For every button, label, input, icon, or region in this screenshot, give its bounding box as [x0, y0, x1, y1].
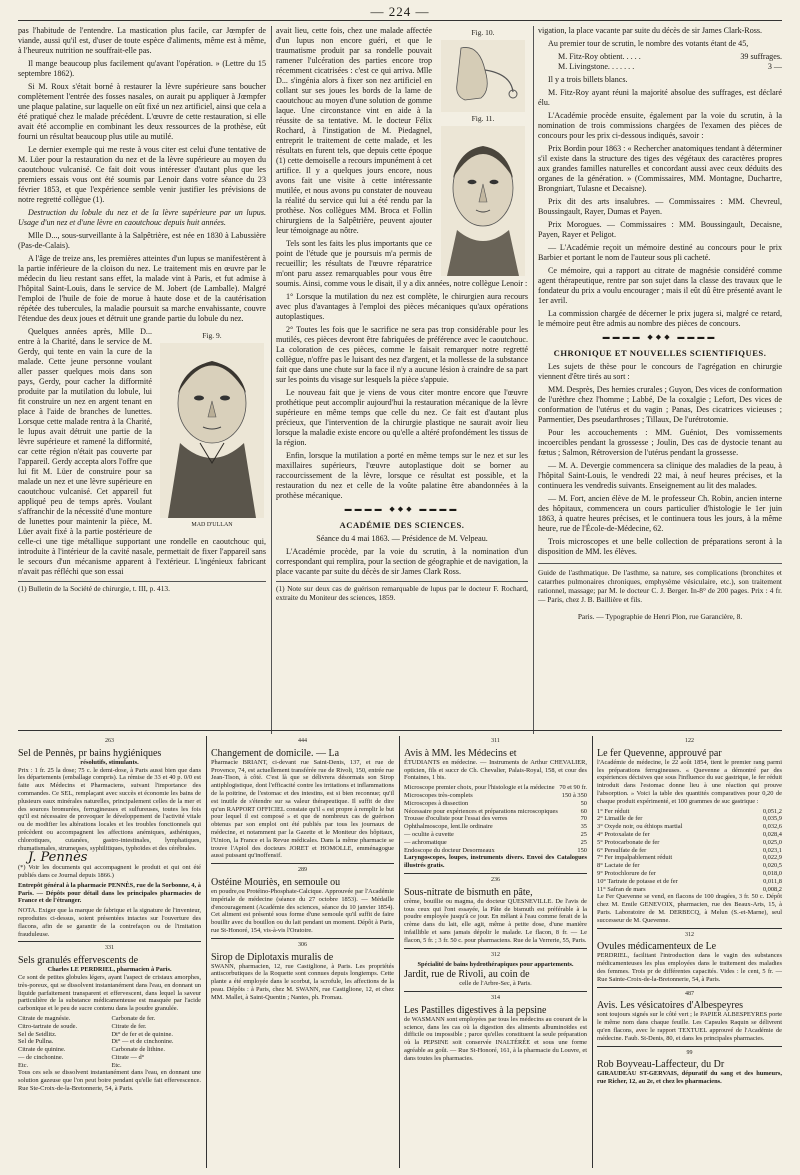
table-cell: 0,028,4: [762, 830, 782, 838]
ad-column-2: [211, 736, 394, 1170]
ad-column-4: [597, 736, 782, 1170]
paragraph: Il mange beaucoup plus facilement qu'avant l'opération. » (Lettre du 15 septembre 1862).: [18, 59, 266, 78]
table-cell: 5° Protocarbonate de fer: [597, 838, 660, 846]
figure-9: [158, 329, 266, 532]
table-cell: Endoscope du docteur Desormeaux: [404, 846, 495, 854]
table-cell: Nécessaire pour expériences et préparations microscopiques: [404, 807, 558, 815]
ads-top-rule: [18, 730, 782, 731]
ornament-divider: ▬▬▬▬ ◆◆◆ ▬▬▬▬: [344, 505, 460, 513]
table-cell: 0,051,2: [762, 807, 782, 815]
list-item: Citrate — d°: [111, 1053, 145, 1061]
book-notice: Guide de l'asthmatique. De l'asthme, sa nature, ses complications (bronchites et catarrhes pulmonaires chroniques, emphysème vésiculaire, etc.), son traitement rationnel, massage; par M. le docteur C. J. Berger. In-8° de 200 pages. Prix : 4 fr. — Paris, chez J. B. Baillière et fils.: [538, 563, 782, 604]
seance-line: Séance du 4 mai 1863. — Présidence de M. Velpeau.: [316, 534, 488, 543]
figure-10-11: [438, 26, 528, 276]
table-cell: 0,025,0: [762, 838, 782, 846]
ad-title: Sels granulés effervescents de: [18, 955, 139, 967]
table-cell: 0,008,2: [762, 885, 782, 893]
ad-separator: [211, 938, 394, 939]
table-cell: 0,035,9: [762, 815, 782, 823]
ad-subtitle: résolutifs, stimulants.: [80, 758, 139, 766]
ad-number: 331: [105, 945, 114, 952]
artificial-nose-illustration: [441, 40, 525, 112]
ad-body: crème, bouillie ou magma, du docteur QUESNEVILLE. De l'avis de tous ceux qui l'ont essayée, la Pâte de bismuth est préférable à la poudre employée jusqu'à ce jour. En mêlant à l'eau comme ferait de la crème dans du lait, elle agit, même à petite dose, d'une manière infaillible et sans jamais dépolir le malade. Le flacon, 8 fr. — Le flacon, 5 fr. ; 3 fr. 50 c. pour pharmaciens. Rue de la Verrerie, 55, Paris.: [404, 897, 587, 944]
paragraph: Les sujets de thèse pour le concours de l'agrégation en chirurgie viennent d'être tirés au sort :: [538, 362, 782, 381]
list-item: Sel de Seidlitz.: [18, 1030, 57, 1038]
ad-body: PERDRIEL, facilitant l'introduction dans le vagin des substances médicamenteuses les plus employées dans le traitement des maladies des femmes. Trois pr de différentes capacités. Vides : le cent, 5 fr. — Rue Sainte-Croix-de-la-Bretonnerie, 54, à Paris.: [597, 952, 782, 983]
advertisements-section: [18, 732, 782, 1172]
column-3: [538, 26, 782, 716]
table-cell: Trousse d'oculiste pour l'essai des verres: [404, 815, 508, 823]
ad-number: 314: [491, 994, 500, 1001]
column-divider: [271, 26, 272, 734]
paragraph: M. Fitz-Roy ayant réuni la majorité absolue des suffrages, est déclaré élu.: [538, 88, 782, 107]
paragraph: Enfin, lorsque la mutilation a porté en même temps sur le nez et sur les maxillaires supérieurs, l'œuvre autoplastique doit se borner au raccourcissement de la lèvre, lorsque ce résultat est possible, et la restauration du nez et celle de la voûte palatine être abandonnées à la prothèse mécanique.: [276, 451, 528, 500]
ad-subtitle: Charles LE PERDRIEL, pharmacien à Paris.: [47, 966, 172, 974]
portrait-woman-illustration: [160, 343, 264, 518]
column-divider: [533, 26, 534, 734]
list-item: Dt° — et de cinchonine.: [111, 1038, 174, 1046]
paragraph: A l'âge de treize ans, les premières atteintes d'un lupus se manifestèrent à la partie inférieure de la cloison du nez. Le traitement mis en œuvre par le médecin du lieu restant sans effet, la malade vint à Paris, et fut admise à l'hôpital Saint-Louis, dans le service de M. Jobert (de Lamballe). Malgré l'emploi de l'huile de foie de morue à haute dose et de la cautérisation répétée des tubercules, la maladie poursuit sa marche envahissante, couvre l'étendue des deux joues et détruit une grande partie du lobule du nez.: [18, 254, 266, 323]
table-cell: 0,018,0: [762, 869, 782, 877]
vote-row: [538, 62, 782, 72]
table-cell: 6° Persulfate de fer: [597, 846, 647, 854]
table-row: [404, 823, 587, 831]
iron-table: [597, 808, 782, 894]
ad-heading: Spécialité de bains hydrothérapiques pour appartements.: [417, 961, 574, 969]
table-cell: 0,032,6: [762, 823, 782, 831]
ad-subtitle: ÉTUDIANTS en médecine. — Instruments de Arthur CHEVALIER, opticien, fils et succr de Ch. Chevalier, Palais-Royal, 158, et cour des Fontaines, 1 bis.: [404, 758, 587, 782]
ad-number: 263: [105, 738, 114, 744]
table-row: [404, 800, 587, 808]
ad-body: Pharmacie BRIANT, ci-devant rue Saint-Denis, 137, et rue de Provence, 74, est actuellement transférée rue de Rivoli, 150, entrée rue Jean-Tison, à côté. C'est là que se délivrera désormais son Sirop antiphlogistique, dont l'efficacité contre les irritations et inflammations de la poitrine, de l'estomac et des intestins, est si bien reconnue; qu'il est inutile de s'étendre sur sa valeur thérapeutique. Il suffit de dire qu'un RAPPORT OFFICIEL constate qu'il « est propre à remplir le but pour lequel il est composé » et que de nombreux cas de guérison obtenus par son emploi ont été publiés par tous les journaux de médecine, et notamment par la Gazette et le Moniteur des hôpitaux, l'Union, la France et la Revue médicales. Dans la même pharmacie se trouve l'Apiol des docteurs JORET et HOMOLLE, emménagogue aussi puissant qu'inoffensif.: [211, 758, 394, 860]
table-row: [597, 862, 782, 870]
paragraph: avait lieu, cette fois, chez une malade affectée d'un lupus non encore guéri, et que le traumatisme produit par sa rondelle pouvait ramener l'ulcération des parties encore trop récemment cicatrisées : c'est ce qui arriva. Mlle D... s'ingénia alors à fixer son nez artificiel en collant sur ses joues les bords de la lame de caoutchouc au moyen d'une solution de gomme laque. Une circonstance vint en aide à la réussite de sa tentative. M. le docteur Félix Rochard, à l'instigation de M. Piedagnel, entreprit le traitement de cette malade, et les résultats en furent tels, que depuis cette époque (1) cette demoiselle a recours impunément à cet artifice. Il y a quelques jours encore, nous avons fait une visite à cette intéressante mutilée, et nous avons pu constater de nouveau la réalité du service qui lui a été rendu par la prothèse. Nos collègues MM. Broca et Follin chirurgiens de la Salpêtrière, peuvent ajouter leur témoignage au nôtre.: [276, 26, 432, 235]
ad-title: Sous-nitrate de bismuth en pâte,: [404, 886, 533, 898]
paragraph: Pour les accouchements : MM. Guéniot, Des vomissements incoercibles pendant la grossesse ; Joulin, Des cas de dystocie tenant au fœtus ; Salmon, Rétroversion de l'utérus pendant la grossesse.: [538, 428, 782, 457]
figure-11-label: Fig. 11.: [471, 114, 495, 123]
list-item: Citrate de quinine.: [18, 1046, 66, 1054]
list-item: Carbonate de fer.: [111, 1014, 156, 1022]
ad-number: 312: [685, 931, 694, 938]
case-subheading: Destruction du lobule du nez et de la lèvre supérieure par un lupus. Usage d'un nez et d'une lèvre en caoutchouc depuis huit années.: [18, 208, 266, 227]
paragraph: 2° Toutes les fois que le sacrifice ne sera pas trop considérable pour les mutilés, ces pièces devront être fabriquées de préférence avec le caoutchouc. La coloration de ces pièces, comme le faisait remarquer notre regretté collègue, n'offre pas le luisant des nez d'argent, et la mollesse de la substance fait que dans une chute sur la face il n'y a aucune lésion à craindre de sa part sur les points du visage sur lesquels la pièce s'appuie.: [276, 325, 528, 384]
ad-body: Ce sont de petites globules légers, ayant l'aspect de cristaux amorphes, très-poreux, qui se dissolvent instantanément dans l'eau, en donnant un liquide parfaitement transparent et effervescent, dans lequel la saveur particulière de la substance médicamenteuse est masquée par l'acide carbonique et le peu de sucre contenu dans la poudre granulée.: [18, 973, 201, 1013]
table-cell: 1° Fer réduit: [597, 807, 630, 815]
ad-body: celle de l'Arbre-Sec, à Paris.: [459, 980, 532, 988]
paragraph: Si M. Roux s'était borné à restaurer la lèvre supérieure sans boucher complètement l'entrée des fosses nasales, on aurait pu appliquer à Jœmpfer une plaque palatine, sur laquelle on eût fixé un nez artificiel, ainsi que cela a été pratiqué chez le malade précédent. L'œuvre de cette restauration, si elle avait été accomplie en combinant les deux ressources de la prothèse, eût fourni un résultat beaucoup plus utile au mutilé.: [18, 82, 266, 141]
ad-title: Sirop de Diplotaxis muralis de: [211, 951, 334, 963]
table-row: [404, 808, 587, 816]
ad-title: Avis à MM. les Médecins et: [404, 747, 517, 759]
paragraph: Tels sont les faits les plus importants que ce point de l'étude que je poursuis m'a permis de recueillir; les résultats de l'œuvre réparatrice m'ont paru assez remarquables pour vous être soumis. Ainsi, comme vous le disait, il y a dix années, notre collègue Lenoir :: [276, 239, 528, 288]
patient-face-illustration: [441, 126, 525, 276]
table-cell: 60: [580, 807, 587, 815]
product-list: [18, 1015, 201, 1070]
table-cell: Microscopes à dissection: [404, 799, 469, 807]
ad-separator: [211, 863, 394, 864]
figure-9-label: Fig. 9.: [202, 331, 222, 340]
table-cell: 11° Safran de mars: [597, 885, 646, 893]
table-cell: 7° Fer impalpablement réduit: [597, 854, 673, 862]
table-cell: 150: [577, 846, 587, 854]
ad-note: (*) Voir les documents qui accompagnent le produit et qui ont été publiés dans ce Journal depuis 1866.): [18, 864, 201, 879]
table-cell: 2° Limaille de fer: [597, 815, 643, 823]
ad-title: Rob Boyveau-Laffecteur, du Dr: [597, 1059, 725, 1071]
paragraph: Il y a trois billets blancs.: [548, 75, 628, 84]
ad-depot: Entrepôt général à la pharmacie PENNÈS, rue de la Sorbonne, 4, à Paris. — Dépôts pour détail dans les principales pharmacies de France et de l'étranger.: [18, 881, 201, 905]
ad-separator: [404, 873, 587, 874]
table-row: [597, 823, 782, 831]
column-2: [276, 26, 528, 736]
ad-separator: [404, 991, 587, 992]
table-cell: 50: [580, 799, 587, 807]
ad-body: Prix : 1 fr. 25 la dose; 75 c. le demi-dose, à Paris aussi bien que dans les départements (emballage compris). La rémise de 33 et 40 p. 0/0 est faite aux Médecins et Pharmaciens, suivant l'importance des commandes. Ce SEL, remplaçant avec succès et économie les bains de plusieurs eaux minérales naturelles, principalement celles de la mer et des sources bromurées, ferrugineuses et sulfureuses, toutes les fois qu'il est nécessaire de provoquer le développement de l'activité vitale ou de modifier les altérations locales et les troubles fonctionnels qui précèdent ou accompagnent les affections anémiques, asthéniques, chlorotiques, cutanées, gastro-intestinales, lymphatiques, rhumatismales, strumeuses, syphilitiques, typhoïdes et des cérébrales.: [18, 766, 201, 852]
table-cell: — achromatique: [404, 838, 447, 846]
table-row: [597, 808, 782, 816]
vote-count: 3 —: [767, 62, 782, 71]
paragraph: pas l'habitude de l'entendre. La mastication plus facile, car Jœmpfer de viande, aussi qu'il est, d'user de toute espèce d'aliments, même est à même, à l'heureux nutrition ne souffrait-elle pas.: [18, 26, 266, 55]
table-row: [404, 831, 587, 839]
paragraph: Le dernier exemple qui me reste à vous citer est celui d'une tentative de M. Lüer pour la restauration du nez et de la lèvre supérieure au moyen du caoutchouc vulcanisé. Ce fait doit vous intéresser d'autant plus que les premiers essais vous ont été soumis par Lenoir dans votre séance du 23 février 1853, et que l'expérience semble venir justifier les prévisions de notre regretté collègue (1).: [18, 145, 266, 204]
paragraph: 1° Lorsque la mutilation du nez est complète, le chirurgien aura recours avec plus d'avantages à l'emploi des pièces mécaniques qu'aux opérations autoplastiques.: [276, 292, 528, 321]
ad-title: Sel de Pennès, pr bains hygiéniques: [18, 747, 162, 759]
product-list-left: [18, 1015, 108, 1070]
table-row: [404, 839, 587, 847]
list-item: — de cinchonine.: [18, 1053, 64, 1061]
paragraph: Trois microscopes et une belle collection de préparations seront à la disposition de MM. les élèves.: [538, 537, 782, 556]
paragraph: Quelques années après, Mlle D... entre à la Charité, dans le service de M. Gerdy, qui tente en vain la cure de la malade. Cette jeune personne voulant aller passer quelques mois dans son pays, Gerdy, pour cacher la difformité produite par la mutilation du lobule, lui fit construire un nez en argent tenant en place à l'aide de branches de lunettes. Lorsque cette malade rentra à la Charité, le lupus avait détruit une partie de la lèvre supérieure et ramené la difformité, car cette région n'était pas couverte par l'appareil. Gerdy accepta alors l'offre que lui fit M. Lüer de construire pour sa malade un nez et une lèvre supérieure en caoutchouc vulcanisé. Cet appareil fut appliqué peu de temps après. Voulant s'affranchir de la nécessité d'une monture de lunettes pour maintenir la pièce, M. Lüer avait fixé à la partie postérieure de celle-ci une tige métallique supportant une rondelle en caoutchouc qui, introduite à l'intérieur de la cavité nasale, permettait de fixer l'appareil sans le secours d'un mécanisme apparent à l'extérieur. L'ingénieux fabricant n'avait pas réfléchi que son essai: [18, 327, 266, 576]
list-item: Citrate de fer.: [111, 1022, 147, 1030]
vote-row: [538, 52, 782, 62]
table-row: [597, 854, 782, 862]
table-row: [597, 839, 782, 847]
paragraph: Au premier tour de scrutin, le nombre des votants étant de 45,: [548, 39, 749, 48]
table-cell: 9° Protochlorure de fer: [597, 869, 656, 877]
paragraph: Prix Bordin pour 1863 : « Rechercher anatomiques tendant à déterminer s'il existe dans la structure des tiges des végétaux des caractères propres aux grandes familles naturelles et concordant aussi avec ceux déduits des organes de la génération. » (Commissaires, MM. Montagne, Duchartre, Brongniart, Tulasne et Decaisne).: [538, 144, 782, 193]
footnote: (1) Note sur deux cas de guérison remarquable de lupus par le docteur F. Rochard, extraite du Moniteur des sciences, 1859.: [276, 581, 528, 602]
table-row: [404, 784, 587, 792]
ad-number: 236: [491, 876, 500, 883]
ad-body: l'Académie de médecine, le 22 août 1854, tient le premier rang parmi les préparations ferrugineuses. « Quevenne a démontré par des expériences décisives que sous l'influence du suc gastrique, le fer réduit introduit dans l'estomac donne lieu à une réaction qui prouve l'absorption. » Voici la table des quantités comparatives pour 0,20 de chaque produit expérimenté, et 100 grammes de suc gastrique :: [597, 758, 782, 805]
table-cell: 0,020,5: [762, 862, 782, 870]
ad-title: Ovules médicamenteux de Le: [597, 941, 717, 953]
ad-number: 99: [686, 1049, 693, 1056]
top-rule: [18, 20, 782, 21]
ad-divider: [592, 736, 593, 1168]
paragraph: Prix Morogues. — Commissaires : MM. Boussingault, Decaisne, Payen, Rayer et Peligot.: [538, 220, 782, 239]
ad-body: Tous ces sels se dissolvent instantanément dans l'eau, en donnant une solution gazeuse que l'on peut boire pendant qu'elle fait effervescence. Rue Ste-Croix-de-la-Bretonnerie, 54, à Paris.: [18, 1069, 201, 1093]
ad-body: en poudre,ou Protéino-Phosphate-Calcique. Approuvée par l'Académie impériale de médecine (séance du 27 octobre 1853). — Médaille d'encouragement (Académie des sciences, séance du 10 janvier 1854). Cet aliment est présenté sous forme d'une semoule qu'il suffit de faire bouillir avec du bouillon ou du lait pendant un moment. Dépôt à Paris, rue St-Honoré, 154, vis-à-vis l'Oratoire.: [211, 887, 394, 934]
figure-9-caption: MAD D'ULLAN: [191, 522, 233, 528]
figure-10-label: Fig. 10.: [471, 28, 495, 37]
price-table: [404, 784, 587, 854]
table-row: [597, 831, 782, 839]
list-item: Carbonate de lithine.: [111, 1046, 165, 1054]
product-list-right: [112, 1015, 202, 1070]
list-item: Citro-tartrate de soude.: [18, 1022, 78, 1030]
table-cell: 0,023,1: [762, 846, 782, 854]
paragraph: Le nouveau fait que je viens de vous citer montre encore que l'œuvre prothétique peut accomplir aujourd'hui la restauration mécanique de la lèvre supérieure en même temps que celle du nez. Ce fait est d'autant plus précieux, que l'intervention de la chirurgie plastique ne saurait avoir lieu lorsque la maladie existe encore ou qu'elle a altéré profondément les tissus de la région.: [276, 388, 528, 447]
paragraph: L'Académie procède, par la voie du scrutin, à la nomination d'un correspondant qui remplira, pour la section de géographie et de navigation, la place vacante par suite du décès de sir James Clark Ross.: [276, 547, 528, 576]
table-row: [404, 792, 587, 800]
list-item: Citrate de magnésie.: [18, 1014, 71, 1022]
table-cell: 0,011,8: [763, 877, 782, 885]
ad-body: Le Fer Quevenne se vend, en flacons de 100 dragées, 3 fr. 50 c. Dépôt chez M. Emile GENEVOIX, pharmacien, rue des Beaux-Arts, 15, à Paris. Laboratoire de M. DERBECQ, à Melun (S.-et-Marne), seul successeur de M. Quevenne.: [597, 893, 782, 924]
paragraph: La commission chargée de décerner le prix jugera si, malgré ce retard, le mémoire peut être admis au nombre des pièces de concours.: [538, 309, 782, 328]
ad-body: de WASMANN sont employées par tous les médecins au courant de la science, dans les cas où la digestion des aliments albuminoïdes est difficile ou impossible ; parce qu'elles constituent la seule préparation où la PEPSINE soit conservée INALTÉRÉE et sous une forme agréable au goût. — Rue St-Honoré, 161, à la pharmacie du Louvre, et dans toutes les pharmacies.: [404, 1015, 587, 1062]
list-item: Sel de Pullna.: [18, 1038, 54, 1046]
list-item: Etc.: [18, 1061, 29, 1069]
paragraph: Mlle D..., sous-surveillante à la Salpêtrière, est née en 1830 à Labussière (Pas-de-Calais).: [18, 231, 266, 250]
table-cell: 35: [580, 823, 587, 831]
ad-body: SWANN, pharmacien, 12, rue Castiglione, à Paris. Les propriétés antiscorbutiques de la Roquette sont connues depuis longtemps. Cette plante a été employée dans le scorbut, la scrofule, les affections de la peau. Dépôts : à Paris, chez M. SWANN, rue Castiglione, 12, et chez MM. Mallet, à Saint-Quentin ; Nantes, ph. Fromau.: [211, 962, 394, 1001]
table-cell: 3° Oxyde noir, ou éthiops martial: [597, 823, 683, 831]
paragraph: Ce mémoire, qui a rapport au citrate de magnésie considéré comme agent thérapeutique, rentre par son sujet dans la classe des travaux que le fondateur du prix a voulu encourager ; mais il eût dû être présenté avant le 1er avril.: [538, 266, 782, 305]
chronique-heading: CHRONIQUE ET NOUVELLES SCIENTIFIQUES.: [553, 348, 767, 358]
ad-separator: [597, 987, 782, 988]
paragraph: L'Académie procède ensuite, également par la voie du scrutin, à la nomination de trois commissions chargées de l'examen des pièces de concours pour les prix ci-dessous indiqués, savoir :: [538, 111, 782, 140]
ad-divider: [206, 736, 207, 1168]
column-1: [18, 26, 266, 736]
ad-divider: [399, 736, 400, 1168]
ad-body: sont toujours signés sur le côté vert ; le PAPIER ALBESPEYRES porte le même nom dans chaque feuille. Les Capsules Raquin se délivrent qu'en flacons, avec le rapport TEXTUEL approuvé de l'Académie de médecine. Faub. St-Denis, 80, et dans les principales pharmacies.: [597, 1011, 782, 1042]
vote-count: 39 suffrages.: [740, 52, 782, 61]
signature-illustration: J. Pennès: [28, 850, 88, 866]
table-cell: 25: [580, 830, 587, 838]
table-cell: Microscopes très-complets: [404, 791, 473, 799]
paragraph: vigation, la place vacante par suite du décès de sir James Clark-Ross.: [538, 26, 763, 35]
table-row: [597, 886, 782, 894]
table-cell: 0,022,9: [762, 854, 782, 862]
vote-name: M. Fitz-Roy obtient. . . . .: [558, 52, 641, 61]
ad-body: Laryngoscopes, loupes, instruments divers. Envoi des Catalogues illustrés gratis.: [404, 854, 587, 870]
academie-heading: ACADÉMIE DES SCIENCES.: [339, 520, 465, 530]
ad-number: 312: [491, 951, 500, 958]
ad-nota: NOTA. Exiger que la marque de fabrique et la signature de l'inventeur, reproduites ci-dessus, soient présentées intactes sur l'ouverture des flacons, afin de se garantir de la contrefaçon ou de l'imitation frauduleuse.: [18, 907, 201, 938]
table-row: [404, 847, 587, 855]
ad-number: 487: [685, 990, 694, 997]
ad-title: Jardit, rue de Rivoli, au coin de: [404, 969, 530, 981]
imprint-line: Paris. — Typographie de Henri Plon, rue Garancière, 8.: [577, 612, 743, 621]
list-item: Dt° de fer et de quinine.: [111, 1030, 173, 1038]
table-row: [597, 870, 782, 878]
table-cell: — oculite à cuvette: [404, 830, 454, 838]
ad-column-3: [404, 736, 587, 1170]
ad-body: GIRAUDEAU ST-GERVAIS, dépuratif du sang et des humeurs, rue Richer, 12, au 2e, et chez les pharmaciens.: [597, 1070, 782, 1086]
table-cell: 70 et 90 fr.: [559, 784, 587, 792]
vote-name: M. Livingstone. . . . . . .: [558, 62, 635, 71]
ad-number: 311: [491, 738, 500, 744]
ad-title: Les Pastilles digestives à la pepsine: [404, 1004, 547, 1016]
ad-title: Avis. Les vésicatoires d'Albespeyres: [597, 1000, 744, 1012]
ad-number: 444: [298, 738, 307, 744]
table-cell: 70: [580, 815, 587, 823]
table-row: [597, 815, 782, 823]
ad-separator: [18, 941, 201, 942]
paragraph: — M. Fort, ancien élève de M. le professeur Ch. Robin, ancien interne des hôpitaux, commencera un cours particulier d'histologie le 1er juin 1863, à quatre heures précises, et le continuera tous les jours, à la même heure, rue de l'École-de-Médecine, 62.: [538, 494, 782, 533]
table-cell: 10° Tartrate de potasse et de fer: [597, 877, 678, 885]
ad-title: Le fer Quevenne, approuvé par: [597, 747, 722, 759]
ad-title: Ostéine Mouriès, en semoule ou: [211, 876, 341, 888]
ad-separator: [404, 948, 587, 949]
paragraph: — M. A. Devergie commencera sa clinique des maladies de la peau, à l'hôpital Saint-Louis, le vendredi 22 mai, à neuf heures précises, et la continuera les vendredis suivants. Enseignement au lit des malades.: [538, 461, 782, 490]
ornament-divider: ▬▬▬▬ ◆◆◆ ▬▬▬▬: [602, 333, 718, 341]
ad-number: 306: [298, 941, 307, 948]
table-row: [597, 878, 782, 886]
table-cell: 25: [580, 838, 587, 846]
footnote: (1) Bulletin de la Société de chirurgie, t. III, p. 413.: [18, 581, 266, 593]
ad-number: 122: [685, 738, 694, 744]
ad-number: 289: [298, 867, 307, 874]
table-row: [597, 847, 782, 855]
paragraph: — L'Académie reçoit un mémoire destiné au concours pour le prix Barbier et portant le nom de l'auteur sous pli cacheté.: [538, 243, 782, 262]
list-item: Etc.: [111, 1061, 122, 1069]
page-number: — 224 —: [370, 4, 430, 19]
table-cell: Ophthalmoscope, lent.lle ordinaire: [404, 823, 493, 831]
table-cell: 8° Lactate de fer: [597, 862, 640, 870]
ad-column-1: [18, 736, 201, 1170]
table-cell: 4° Protoxalate de fer: [597, 830, 650, 838]
ad-title: Changement de domicile. — La: [211, 747, 340, 759]
ad-separator: [597, 1046, 782, 1047]
ad-separator: [597, 928, 782, 929]
table-cell: Microscope premier choix, pour l'histologie et la médecine: [404, 784, 555, 792]
paragraph: MM. Desprès, Des hernies crurales ; Guyon, Des vices de conformation de l'urèthre chez l'homme ; Labbé, De la coxalgie ; Lefort, Des vices de conformation de l'utérus et du vagin ; Panas, Des cicatrices vicieuses ; Parmentier, Des pseudarthroses ; Tillaux, De l'urétrotomie.: [538, 385, 782, 424]
table-row: [404, 815, 587, 823]
table-cell: 150 à 350: [561, 791, 587, 799]
paragraph: Prix dit des arts insalubres. — Commissaires : MM. Chevreul, Boussingault, Rayer, Dumas et Payen.: [538, 197, 782, 216]
